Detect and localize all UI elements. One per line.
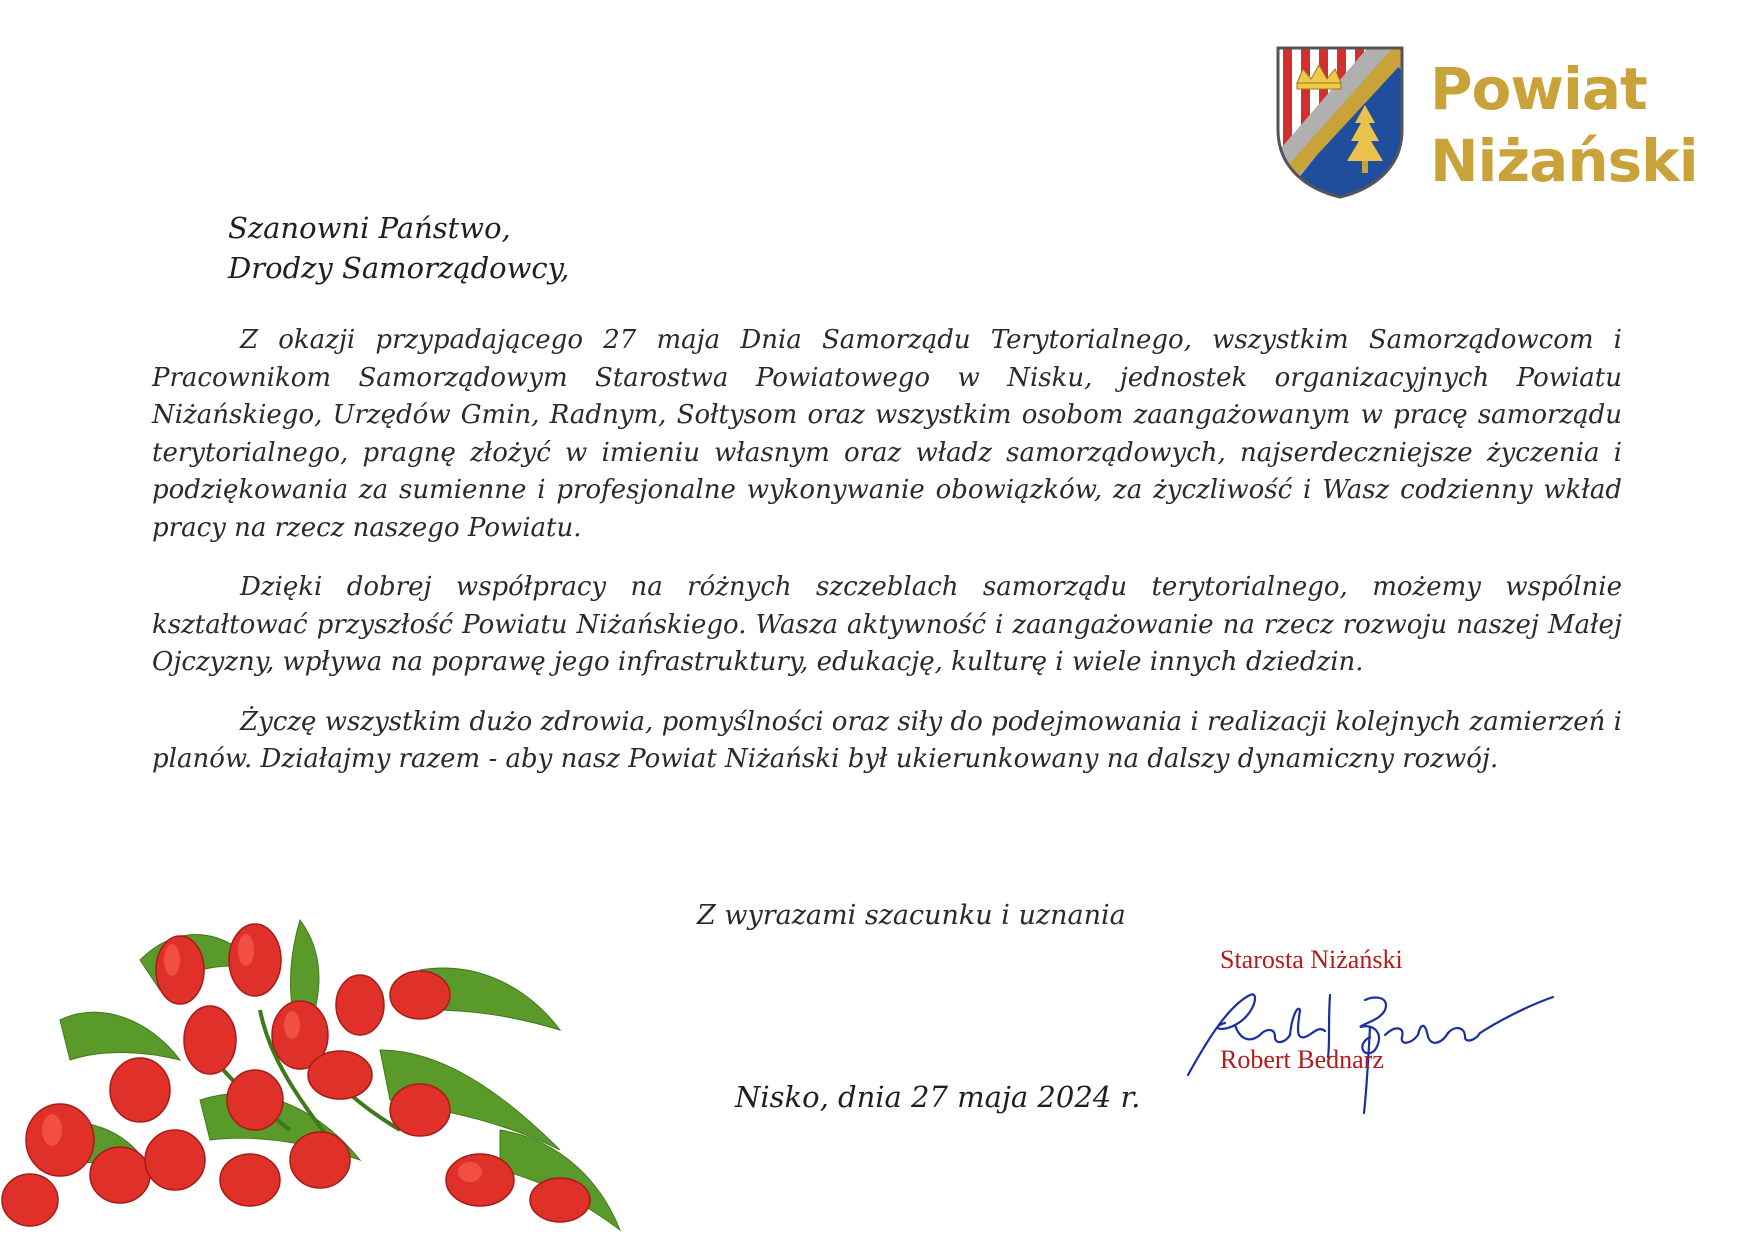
signature-block: [1180, 935, 1560, 1125]
handwritten-signature: [1180, 965, 1560, 1115]
coat-of-arms-crown-tree-icon: [1275, 45, 1405, 200]
closing-phrase: Z wyrazami szacunku i uznania: [697, 900, 1126, 931]
logo-text: [1430, 53, 1698, 197]
signature-name: Robert Bednarz: [1220, 1045, 1384, 1074]
greeting-line-2: Drodzy Samorządowcy,: [228, 251, 570, 285]
letter-body: [152, 322, 1622, 801]
paragraph-3: Życzę wszystkim dużo zdrowia, pomyślności oraz siły do podejmowania i realizacji kolejnych zamierzeń i planów. Działajmy razem - aby nasz Powiat Niżański był ukierunkowany na dalszy dynamiczny rozwój.: [152, 706, 1622, 774]
greeting-line-1: Szanowni Państwo,: [228, 211, 511, 245]
powiat-logo: [1275, 45, 1698, 205]
paragraph-2: Dzięki dobrej współpracy na różnych szczeblach samorządu terytorialnego, możemy wspólnie kształtować przyszłość Powiatu Niżańskiego. Wasza aktywność i zaangażowanie na rzecz rozwoju naszej Małej Ojczyzny, wpływa na poprawę jego infrastruktury, edukację, kulturę i wiele innych dziedzin.: [152, 572, 1622, 677]
greeting: [228, 208, 569, 288]
signature-title: Starosta Niżański: [1220, 945, 1403, 974]
place-date: Nisko, dnia 27 maja 2024 r.: [735, 1080, 1141, 1114]
paragraph-1: Z okazji przypadającego 27 maja Dnia Samorządu Terytorialnego, wszystkim Samorządowcom i Pracownikom Samorządowym Starostwa Powiatowego w Nisku, jednostek organizacyjnych Powiatu Niżańskiego, Urzędów Gmin, Radnym, Sołtysom oraz wszystkim osobom zaangażowanym w pracę samorządu terytorialnego, pragnę złożyć w imieniu własnym oraz władz samorządowych, najserdeczniejsze życzenia i podziękowania za sumienne i profesjonalne wykonywanie obowiązków, za życzliwość i Wasz codzienny wkład pracy na rzecz naszego Powiatu.: [152, 325, 1622, 543]
tulips-bouquet-image: [0, 900, 630, 1241]
logo-line-2: Niżański: [1430, 127, 1698, 195]
logo-line-1: Powiat: [1430, 55, 1647, 123]
